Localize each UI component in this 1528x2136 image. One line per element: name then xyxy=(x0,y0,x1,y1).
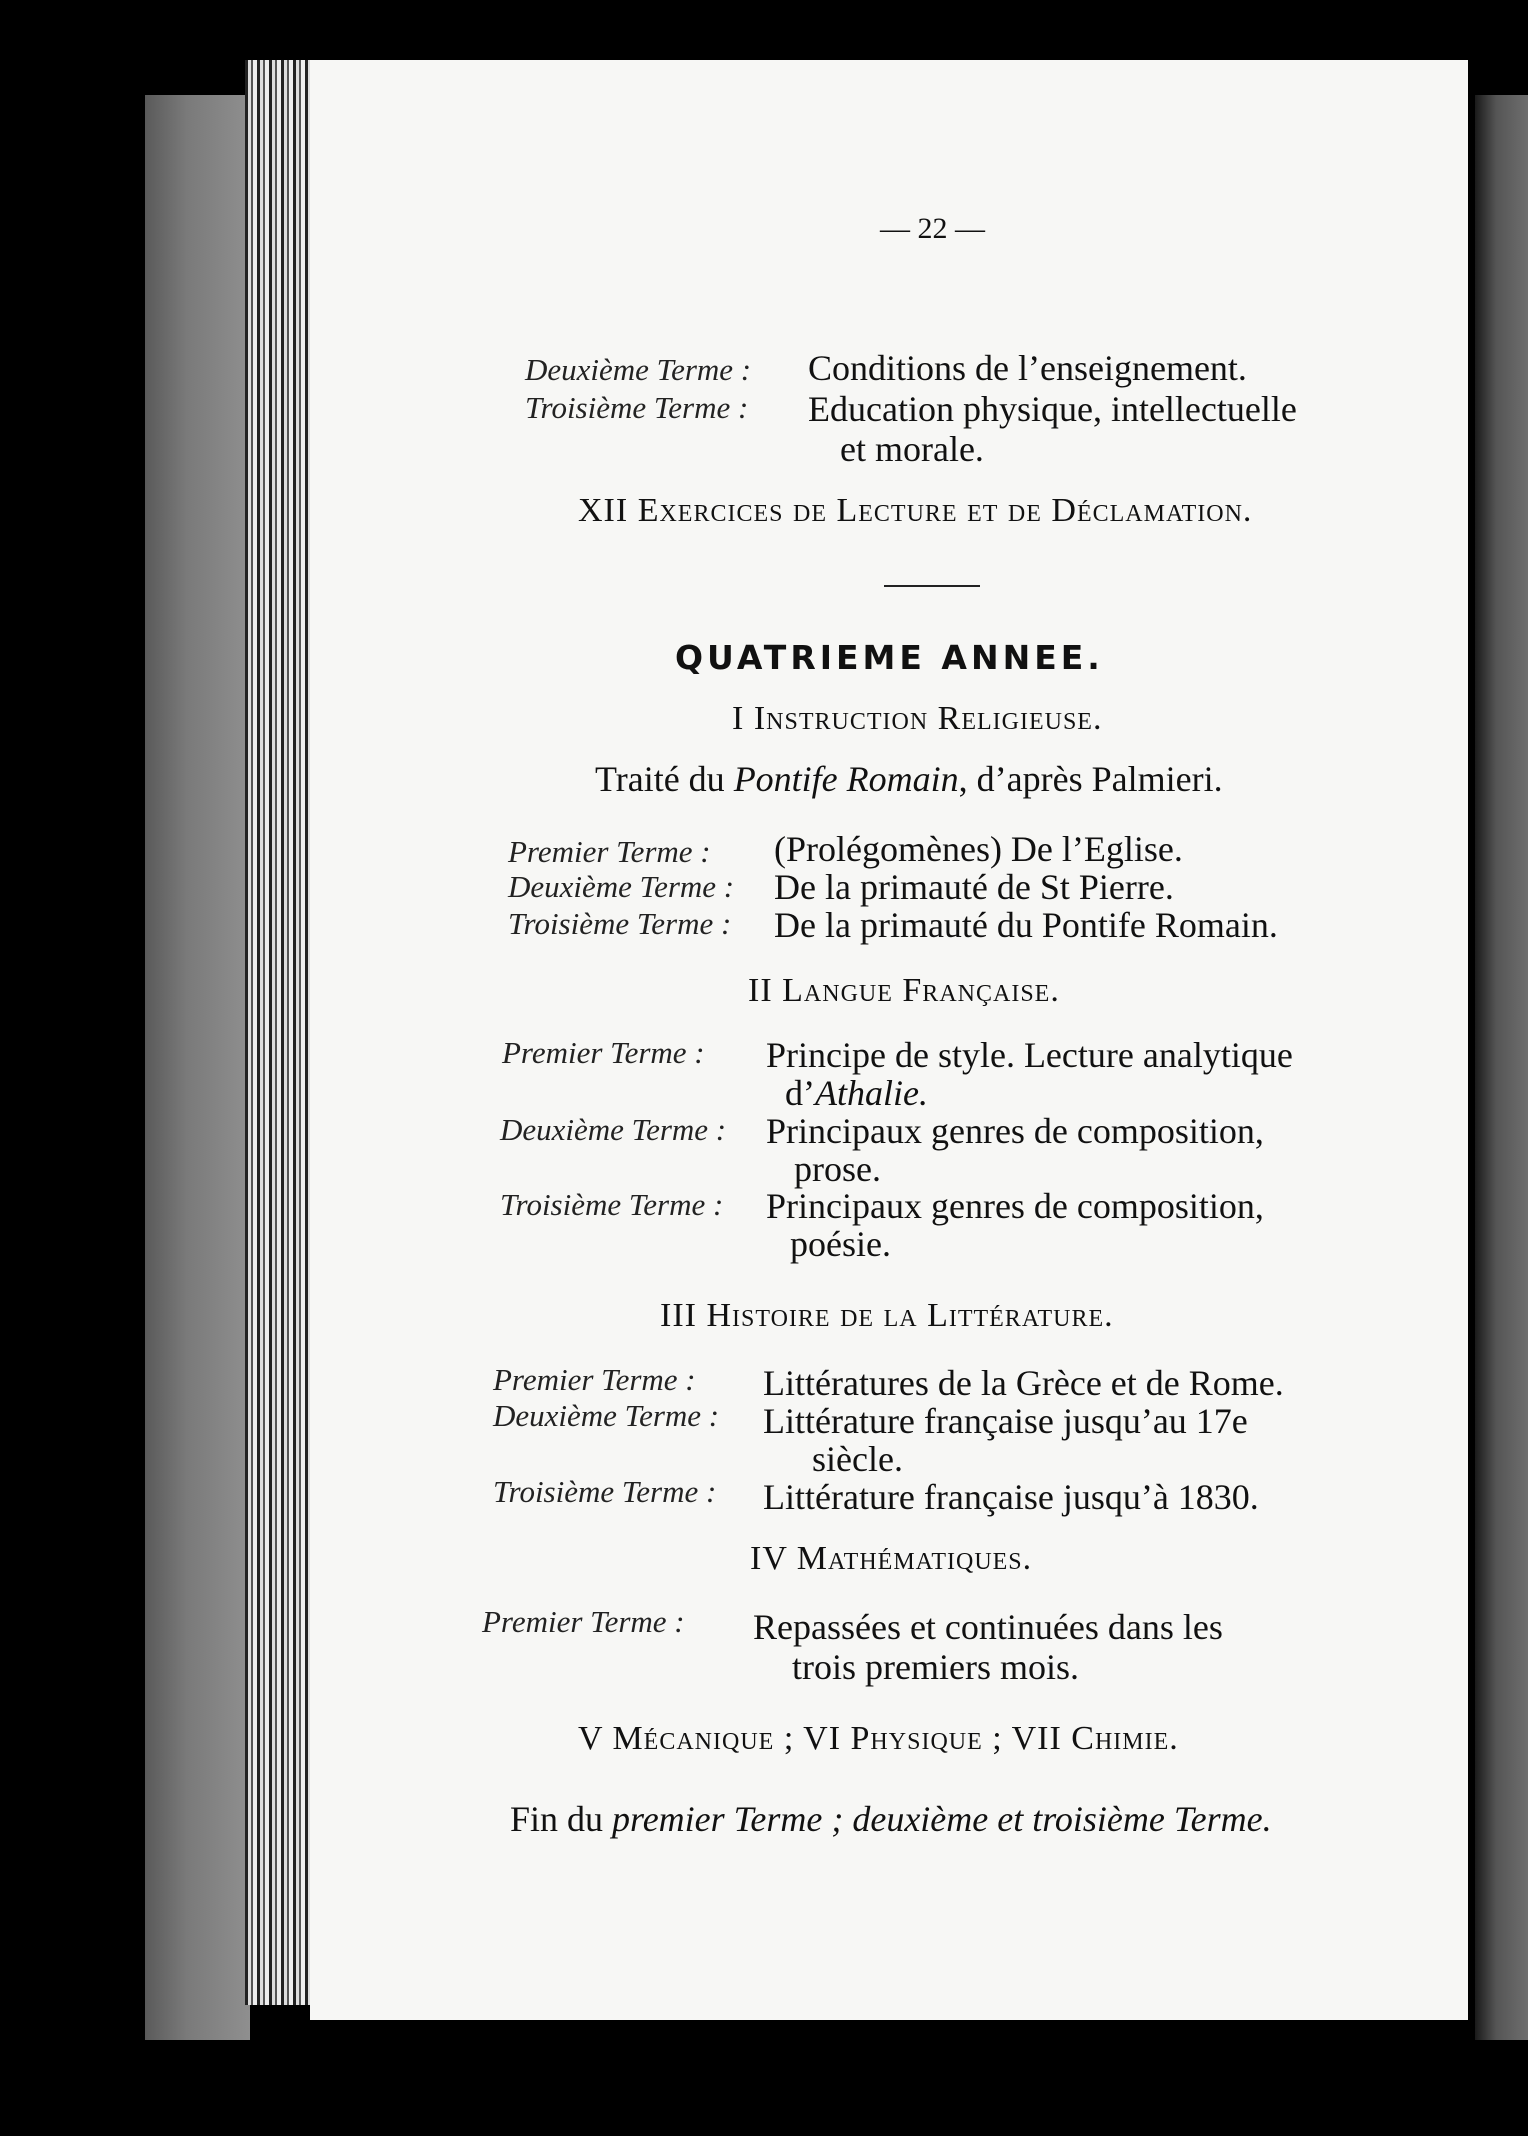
year-heading: QUATRIEME ANNEE. xyxy=(675,638,1104,677)
book-page xyxy=(310,60,1468,2020)
section-heading: III Histoire de la Littérature. xyxy=(660,1297,1114,1334)
term-continuation: prose. xyxy=(794,1149,881,1189)
term-label: Deuxième Terme : xyxy=(500,1112,727,1147)
term-label: Premier Terme : xyxy=(508,834,711,869)
section-heading: I Instruction Religieuse. xyxy=(732,700,1103,737)
section-heading: V Mécanique ; VI Physique ; VII Chimie. xyxy=(578,1720,1179,1757)
term-text: Principaux genres de composition, xyxy=(766,1186,1264,1226)
term-text: Principe de style. Lecture analytique xyxy=(766,1035,1293,1075)
section-heading: IV Mathématiques. xyxy=(750,1540,1033,1577)
term-continuation: et morale. xyxy=(840,429,984,469)
term-continuation: trois premiers mois. xyxy=(792,1647,1079,1687)
section-heading: XII Exercices de Lecture et de Déclamation. xyxy=(578,492,1253,529)
separator-rule xyxy=(884,585,980,587)
term-label: Deuxième Terme : xyxy=(493,1398,720,1433)
term-label: Troisième Terme : xyxy=(525,390,749,425)
term-continuation: d’Athalie. xyxy=(785,1073,928,1113)
term-continuation: poésie. xyxy=(790,1224,891,1264)
term-text: Littérature française jusqu’à 1830. xyxy=(763,1477,1259,1517)
term-text: Littérature française jusqu’au 17e xyxy=(763,1401,1248,1441)
book-cover-left xyxy=(145,95,250,2040)
term-label: Troisième Terme : xyxy=(500,1187,724,1222)
book-cover-right xyxy=(1475,95,1528,2040)
term-text: Principaux genres de composition, xyxy=(766,1111,1264,1151)
term-text: (Prolégomènes) De l’Eglise. xyxy=(774,829,1183,869)
term-continuation: siècle. xyxy=(812,1439,903,1479)
term-text: De la primauté du Pontife Romain. xyxy=(774,905,1278,945)
term-text: Repassées et continuées dans les xyxy=(753,1607,1223,1647)
term-label: Troisième Terme : xyxy=(493,1474,717,1509)
page-number: — 22 — xyxy=(880,212,985,245)
term-label: Troisième Terme : xyxy=(508,906,732,941)
section-heading: II Langue Française. xyxy=(748,972,1060,1009)
final-line: Fin du premier Terme ; deuxième et troisième Terme. xyxy=(510,1799,1272,1839)
term-label: Deuxième Terme : xyxy=(525,352,752,387)
term-label: Premier Terme : xyxy=(493,1362,696,1397)
term-label: Deuxième Terme : xyxy=(508,869,735,904)
term-label: Premier Terme : xyxy=(482,1604,685,1639)
term-text: Education physique, intellectuelle xyxy=(808,389,1297,429)
page-edges xyxy=(245,60,313,2005)
treatise-line: Traité du Pontife Romain, d’après Palmieri. xyxy=(595,759,1223,799)
term-text: Conditions de l’enseignement. xyxy=(808,348,1247,388)
term-text: De la primauté de St Pierre. xyxy=(774,867,1174,907)
term-text: Littératures de la Grèce et de Rome. xyxy=(763,1363,1284,1403)
term-label: Premier Terme : xyxy=(502,1035,705,1070)
